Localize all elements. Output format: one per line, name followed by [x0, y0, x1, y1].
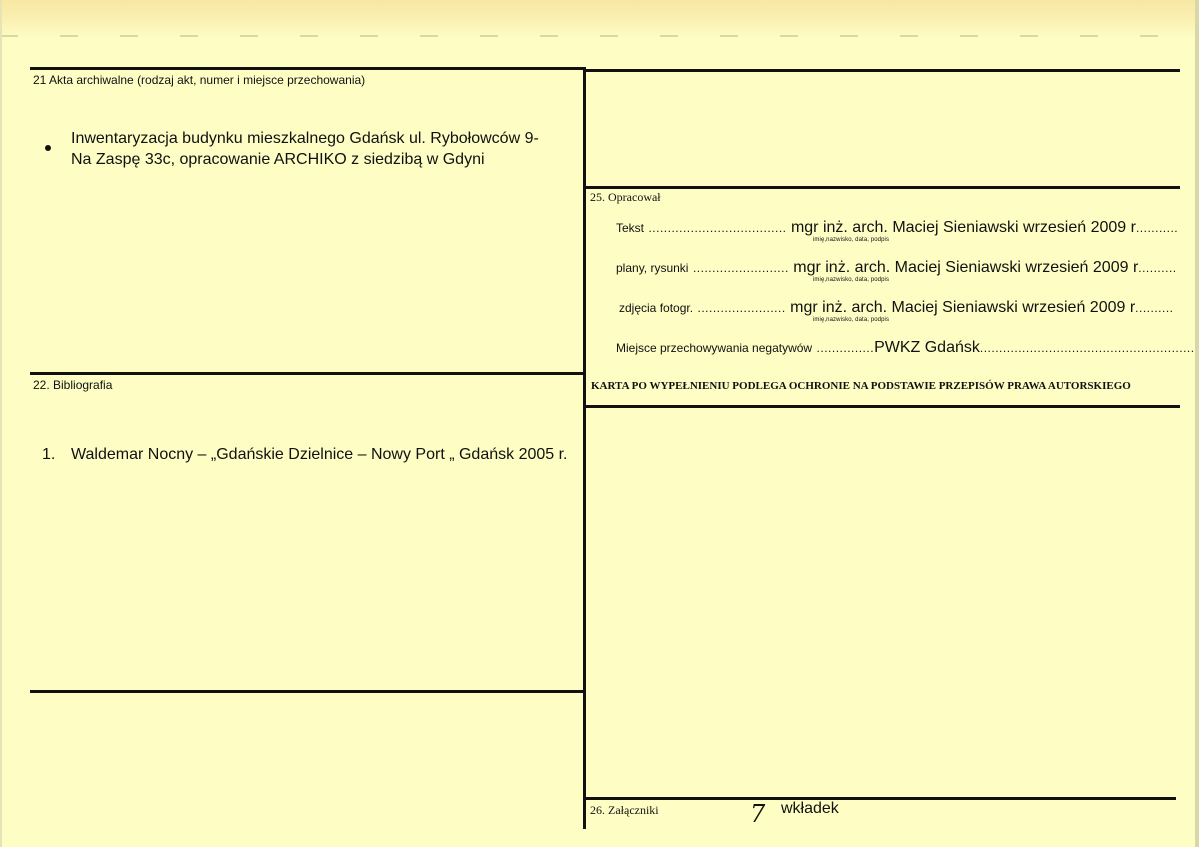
- negatives-value: PWKZ Gdańsk: [874, 339, 980, 356]
- paper-left-edge: [0, 0, 2, 847]
- attachment-count: 7: [750, 800, 766, 828]
- negatives-label: Miejsce przechowywania negatywów: [616, 341, 813, 355]
- row-dots: ....................................: [648, 221, 787, 235]
- row-value: mgr inż. arch. Maciej Sieniawski wrzesień 2009 r: [793, 259, 1139, 276]
- attachment-suffix: wkładek: [781, 800, 839, 817]
- row-label: Tekst: [616, 221, 645, 235]
- archive-line-2: Na Zaspę 33c, opracowanie ARCHIKO z siedzibą w Gdyni: [71, 151, 485, 168]
- rule-lower-left: [30, 690, 586, 693]
- row-dots-after: ..........: [1135, 301, 1174, 315]
- rule-notice: [586, 405, 1180, 408]
- rule-26: [586, 797, 1176, 800]
- section-21-label: 21 Akta archiwalne (rodzaj akt, numer i miejsce przechowania): [33, 73, 366, 87]
- section-22-label: 22. Bibliografia: [33, 378, 113, 392]
- bibliography-item-number: 1.: [42, 446, 56, 463]
- row-dots-after: ...........: [1135, 221, 1179, 235]
- archive-line-1: Inwentaryzacja budynku mieszkalnego Gdańsk ul. Rybołowców 9-: [71, 130, 539, 147]
- row-value: mgr inż. arch. Maciej Sieniawski wrzesień 2009 r: [790, 219, 1136, 236]
- bibliography-item-text: Waldemar Nocny – „Gdańskie Dzielnice – Nowy Port „ Gdańsk 2005 r.: [71, 446, 568, 463]
- section-26-label: 26. Załączniki: [590, 803, 659, 817]
- row-negatives: [616, 339, 1195, 357]
- row-caption: imię,nazwisko, data, podpis: [813, 237, 890, 243]
- bullet-icon: [45, 145, 51, 151]
- negatives-dots-after: ........................................................: [979, 341, 1195, 355]
- copyright-notice: KARTA PO WYPEŁNIENIU PODLEGA OCHRONIE NA PODSTAWIE PRZEPISÓW PRAWA AUTORSKIEGO: [591, 380, 1131, 392]
- row-label: zdjęcia fotogr.: [619, 301, 694, 315]
- paper-right-edge: [1195, 0, 1199, 847]
- center-divider: [583, 67, 586, 829]
- row-dots: .........................: [692, 261, 789, 275]
- row-plany: [616, 259, 1177, 277]
- row-caption: imię,nazwisko, data, podpis: [813, 277, 890, 283]
- row-value: mgr inż. arch. Maciej Sieniawski wrzesień 2009 r: [790, 299, 1136, 316]
- top-rule-right: [586, 69, 1180, 72]
- paper-top-edge: [0, 0, 1199, 38]
- rule-25: [586, 186, 1180, 189]
- row-zdjecia: [619, 299, 1174, 317]
- row-label: plany, rysunki: [616, 261, 689, 275]
- rule-22: [30, 372, 586, 375]
- section-25-label: 25. Opracował: [590, 190, 661, 204]
- row-tekst: [616, 219, 1178, 237]
- top-rule-left: [30, 67, 586, 70]
- row-caption: imię,nazwisko, data, podpis: [813, 317, 890, 323]
- row-dots-after: ..........: [1138, 261, 1177, 275]
- row-dots: .......................: [697, 301, 786, 315]
- negatives-dots: ...............: [816, 341, 875, 355]
